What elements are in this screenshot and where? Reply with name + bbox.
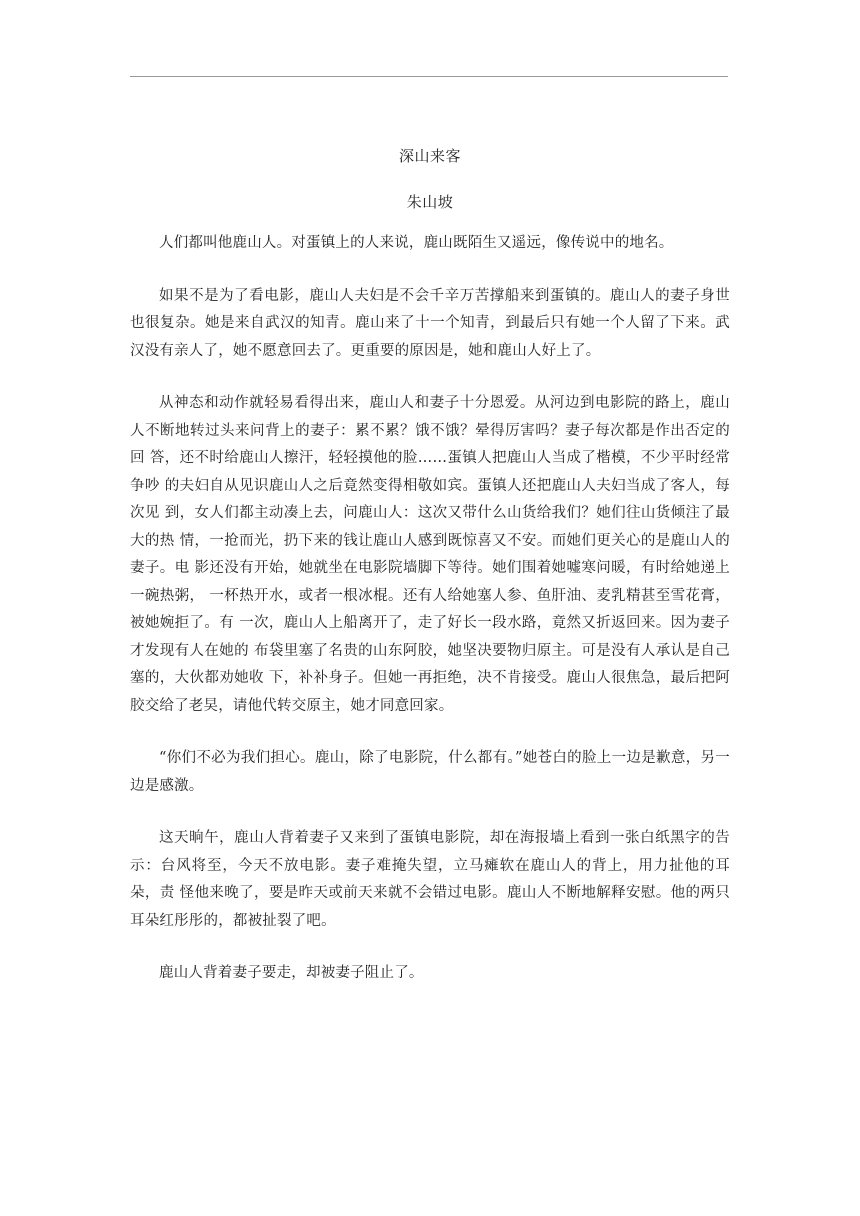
paragraph: 如果不是为了看电影，鹿山人夫妇是不会千辛万苦撑船来到蛋镇的。鹿山人的妻子身世也很复杂。她是来自武汉的知青。鹿山来了十一个知青，到最后只有她一个人留了下来。武汉没有亲人了，她不愿意回去了。更重要的原因是，她和鹿山人好上了。	[130, 287, 730, 359]
paragraph: 这天晌午，鹿山人背着妻子又来到了蛋镇电影院，却在海报墙上看到一张白纸黑字的告示：台风将至，今天不放电影。妻子难掩失望，立马瘫软在鹿山人的背上，用力扯他的耳朵，责 怪他来晚了，要是昨天或前天来就不会错过电影。鹿山人不断地解释安慰。他的两只耳朵红彤彤的，都被扯裂了吧。	[130, 830, 730, 929]
paragraph: 人们都叫他鹿山人。对蛋镇上的人来说，鹿山既陌生又遥远，像传说中的地名。	[159, 235, 674, 251]
article-body	[130, 142, 730, 1013]
paragraph: 鹿山人背着妻子要走，却被妻子阻止了。	[159, 965, 424, 981]
paragraph: 从神态和动作就轻易看得出来，鹿山人和妻子十分恩爱。从河边到电影院的路上，鹿山人不断地转过头来问背上的妻子：累不累？饿不饿？晕得厉害吗？妻子每次都是作出否定的回 答，还不时给鹿山人擦汗，轻轻摸他的脸……蛋镇人把鹿山人当成了楷模，不少平时经常争吵 的夫妇自从见识鹿山人之后竟然变得相敬如宾。蛋镇人还把鹿山人夫妇当成了客人，每次见 到，女人们都主动凑上去，问鹿山人：这次又带什么山货给我们？她们往山货倾注了最大的热 情，一抢而光，扔下来的钱让鹿山人感到既惊喜又不安。而她们更关心的是鹿山人的妻子。电 影还没有开始，她就坐在电影院墙脚下等待。她们围着她嘘寒问暖，有时给她递上一碗热粥， 一杯热开水，或者一根冰棍。还有人给她塞人参、鱼肝油、麦乳精甚至雪花膏，被她婉拒了。有 一次，鹿山人上船离开了，走了好长一段水路，竟然又折返回来。因为妻子才发现有人在她的 布袋里塞了名贵的山东阿胶，她坚决要物归原主。可是没有人承认是自己塞的，大伙都劝她收 下，补补身子。但她一再拒绝，决不肯接受。鹿山人很焦急，最后把阿胶交给了老旲，请他代转交原主，她才同意回家。	[130, 395, 730, 714]
article-title: 深山来客	[398, 147, 461, 165]
paragraph: “你们不必为我们担心。鹿山，除了电影院，什么都有。”她苍白的脸上一边是歉意，另一边是感激。	[130, 750, 730, 794]
header-divider	[130, 76, 728, 77]
article-author: 朱山坡	[406, 193, 454, 211]
